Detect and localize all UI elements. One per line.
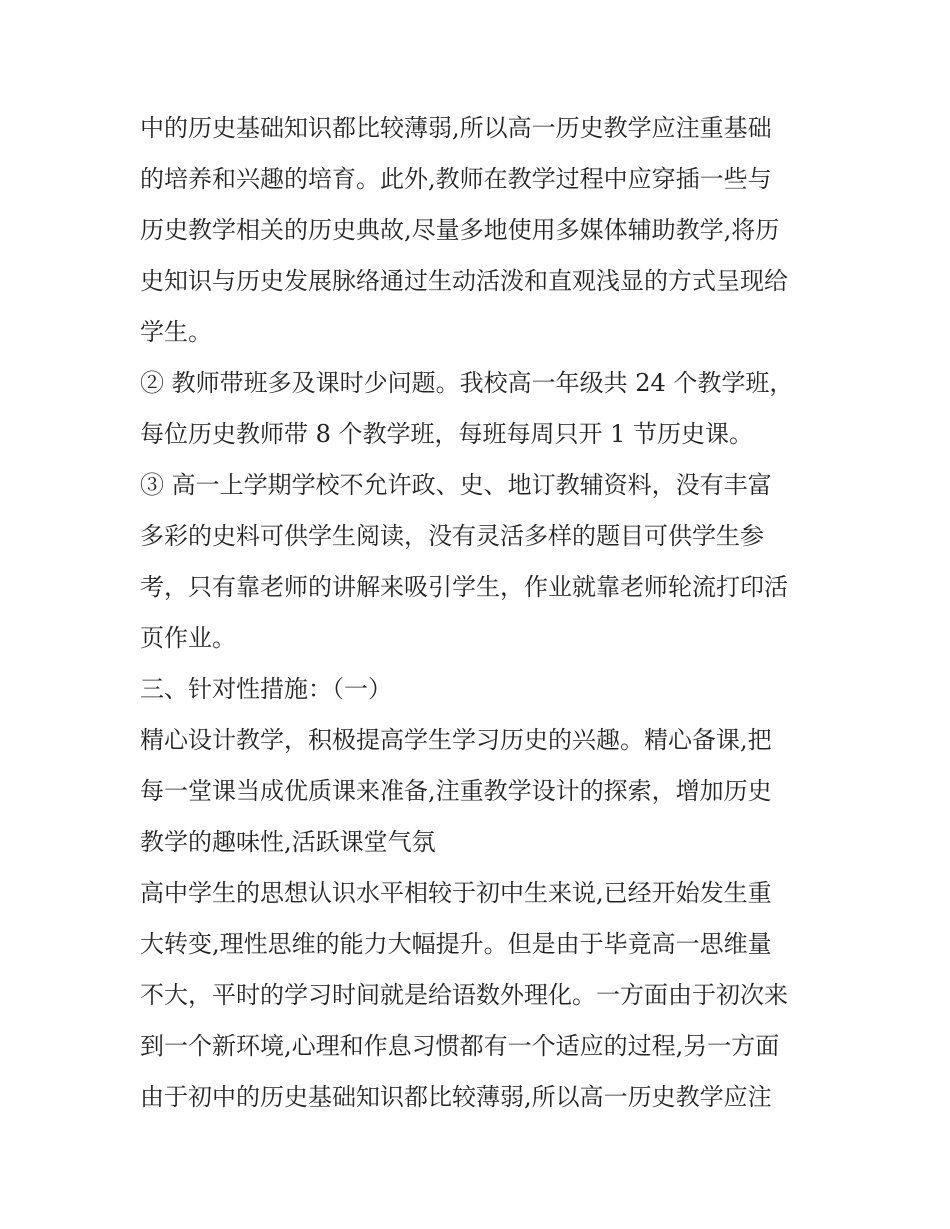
text-line: 页作业。 — [140, 624, 236, 652]
text-line: 到一个新环境,心理和作息习惯都有一个适应的过程,另一方面 — [140, 1032, 780, 1060]
text-line: 教学的趣味性,活跃课堂气氛 — [140, 828, 436, 856]
text-line: 由于初中的历史基础知识都比较薄弱,所以高一历史教学应注 — [140, 1083, 772, 1111]
text-line: ③ 高一上学期学校不允许政、史、地订教辅资料，没有丰富 — [140, 471, 772, 499]
text-line: 中的历史基础知识都比较薄弱,所以高一历史教学应注重基础 — [140, 114, 772, 142]
text-line: 高中学生的思想认识水平相较于初中生来说,已经开始发生重 — [140, 879, 772, 907]
section-heading: 三、针对性措施：（一） — [140, 675, 392, 703]
text-line: ② 教师带班多及课时少问题。我校高一年级共 24 个教学班， — [140, 369, 794, 397]
text-line: 每一堂课当成优质课来准备,注重教学设计的探索，增加历史 — [140, 777, 772, 805]
text-line: 不大，平时的学习时间就是给语数外理化。一方面由于初次来 — [140, 981, 788, 1009]
text-line: 多彩的史料可供学生阅读，没有灵活多样的题目可供学生参 — [140, 522, 764, 550]
text-line: 历史教学相关的历史典故,尽量多地使用多媒体辅助教学,将历 — [140, 216, 780, 244]
text-line: 精心设计教学，积极提高学生学习历史的兴趣。精心备课,把 — [140, 726, 772, 754]
text-line: 学生。 — [140, 318, 212, 346]
text-line: 考，只有靠老师的讲解来吸引学生，作业就靠老师轮流打印活 — [140, 573, 788, 601]
text-line: 的培养和兴趣的培育。此外,教师在教学过程中应穿插一些与 — [140, 165, 772, 193]
text-line: 每位历史教师带 8 个教学班，每班每周只开 1 节历史课。 — [140, 420, 754, 448]
text-line: 史知识与历史发展脉络通过生动活泼和直观浅显的方式呈现给 — [140, 267, 788, 295]
text-line: 大转变,理性思维的能力大幅提升。但是由于毕竟高一思维量 — [140, 930, 772, 958]
